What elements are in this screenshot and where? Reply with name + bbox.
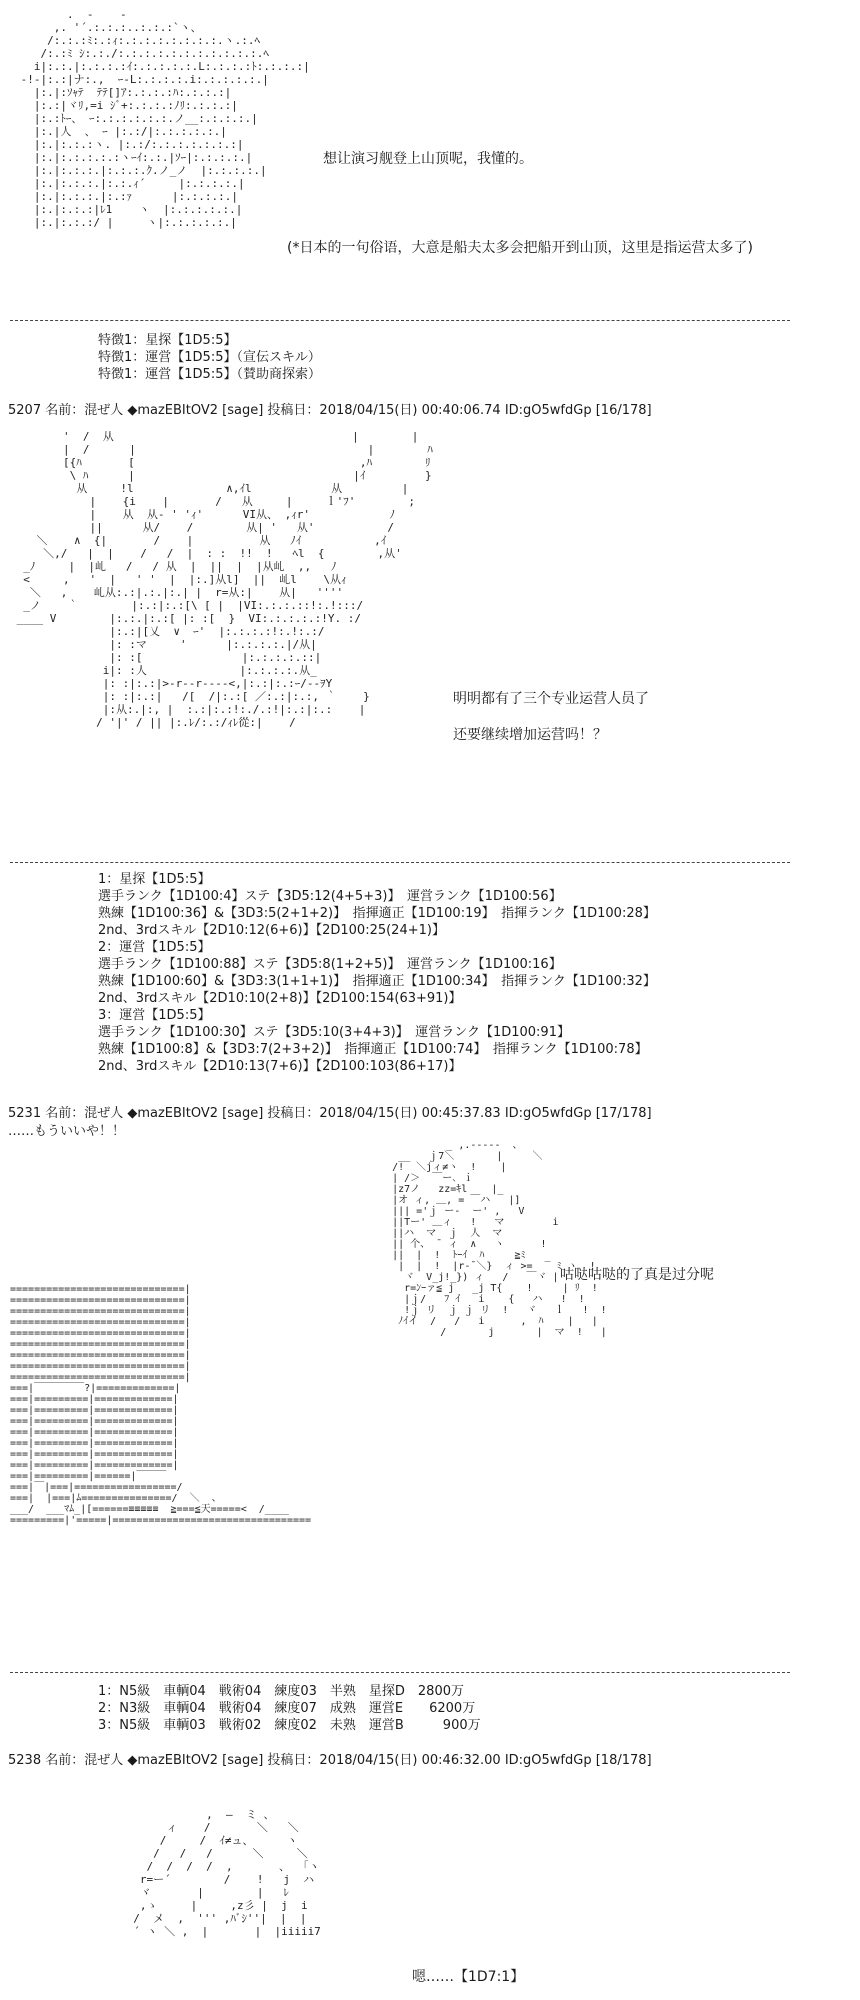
caption-line: 咕哒咕哒的了真是过分呢 [560,1267,714,1283]
stat-line: 2nd、3rdスキル【2D10:10(2+8)】【2D100:154(63+91)】 [98,991,462,1006]
post-header: 5238 名前：混ぜ人 ◆mazEBItOV2 [sage] 投稿日：2018/04/15(日) 00:46:32.00 ID:gO5wfdGp [18/178] [8,1753,652,1768]
post-header: 5207 名前：混ぜ人 ◆mazEBItOV2 [sage] 投稿日：2018/04/15(日) 00:40:06.74 ID:gO5wfdGp [16/178] [8,403,652,418]
caption-line: 还要继续增加运营吗！？ [453,727,607,743]
stat-line: 2nd、3rdスキル【2D10:13(7+6)】【2D100:103(86+17)】 [98,1059,462,1074]
separator [10,1672,790,1673]
stat-line: 選手ランク【1D100:4】ステ【3D5:12(4+5+3)】 運営ランク【1D100:56】 [98,889,562,904]
ascii-art-characters-2: ' / 从 | | | / | | ﾊ [{ﾊ [ ,ﾊ ﾘ \ ﾊ | |ｲ } 从 !l ∧,ｲl 从 | | {i | / 从 | ｌ'ﾌ' ; | 从 从- ' 'ｨ' VI从、 ,ｨr' ﾉ || 从/ / 从| ' 从' / ＼ ∧ {| / | 从 ﾉｲ ,ｲ ＼,/ | | / / | : : !! ! ﾍl { ,从' _ﾉ | |乢 / / 从 | || | |从乢 ,, ﾉ < , ' | ' ' | |:.]从l] || 乢l \从ｨ ＼ , 乢从:.:|.:.|:.| | r=从:| 从| '''' _ノ ｀ |:.:|:.:[\ [ | |VI:.:.:.::!:.!:::/ ____ V |:.:.|:.:[ |: :[ } VI:.:.:.:.:!Y. :/ |:.:|[乂 ∨ ｰ' |:.:.:.:!:.!:.:/ |: :マ ' |:.:.:.:.|/从| |: :[ |:.:.:.:.::| i|: :人 |:.:.:.:.从_ |: :|:.:|>-r--r----<,|:.:|:.:ｰ/--ｦY |: :|:.:| /[ /|:.:[ ／:.:|:.:, ｀ } |:从:.|:, | :.:|:.:!:./.:!|:.:|:.: | / '|' / || |:.ﾚ/:.:/ｨﾚ從:| / [16,430,433,729]
ascii-art-scene-3: =============================| =============================| =============================| =============================| =============================| =============================| =============================| =============================| =============================| ===|￣￣￣￣￣?|=============| ===|=========|=============| ===|=========|=============| ===|=========|=============| ===|=========|=============| ===|=========|=============| ===|=========|=============| ===|=========|=============| ===|=========|======|￣￣￣ ===|￣|===|=================/ ===| |===|ﾑ===============/ ＼ 、 ___/ ___ﾏﾑ_|[======≡≡≡≡≡ ≧===≦天=====< /____ =========|'=====|================================= [10,1284,312,1526]
stat-line: 選手ランク【1D100:30】ステ【3D5:10(3+4+3)】 運営ランク【1D100:91】 [98,1025,570,1040]
stat-line: 熟練【1D100:60】&【3D3:3(1+1+1)】 指揮適正【1D100:34】 指揮ランク【1D100:32】 [98,974,656,989]
translator-note: (*日本的一句俗语，大意是船夫太多会把船开到山顶，这里是指运营太多了) [287,240,753,256]
ascii-art-character-4: , ― ミ 、 ィ / ＼ ＼ / / ｲ≠ュ、 ヽ / / / ＼ ＼ / / / / , 、 ｢ヽ r=ー´ / ! j ハ ヾ | | ﾚ ,ゝ | ,z彡 | j i / メ , ''' ,ﾊﾞｼ''| | | ´ ヽ ＼ , | | |iiiii7 [133,1808,321,1938]
trait-line: 特徴1：星探【1D5:5】 [98,333,237,348]
post-line: ……もういいや！！ [8,1124,126,1139]
summary-line: 2：N3級 車輌04 戦術04 練度07 成熟 運営E 6200万 [98,1701,476,1716]
stat-line: 熟練【1D100:8】&【3D3:7(2+3+2)】 指揮適正【1D100:74】 指揮ランク【1D100:78】 [98,1042,648,1057]
caption-line: 明明都有了三个专业运营人员了 [453,691,649,707]
post-header: 5231 名前：混ぜ人 ◆mazEBItOV2 [sage] 投稿日：2018/04/15(日) 00:45:37.83 ID:gO5wfdGp [17/178] [8,1106,652,1121]
stat-line: 選手ランク【1D100:88】ステ【3D5:8(1+2+5)】 運営ランク【1D100:16】 [98,957,562,972]
separator [10,320,790,321]
summary-line: 1：N5級 車輌04 戦術04 練度03 半熟 星探D 2800万 [98,1684,464,1699]
separator [10,862,790,863]
ascii-art-character-1: . - - ,. '´.:.:.:..:.:.:`ヽ、 /:.:.:ﾐ:.:ｨ:.:.:.:.:.:.:.:.ヽ.:.ﾍ /:.:ﾐ ｼ:.:./:.:.:.:.:.:.:.:.:.:.:.ﾍ i|:.:.|:.:.:.:ｲ:.:.:.:.:.L:.:.:.:ﾄ:.:.:.:| -!-|:.:|ナ:., ｰ-L:.:.:.:.i:.:.:.:.:.| |:.|:ｿｬﾃ ﾃﾃ[]ｱ:.:.:.:ﾊ:.:.:.:| |:.:|ヾﾘ,=i ｼﾞ+:.:.:.:ﾉﾘ:.:.:.:| |:.:ﾄｰ、 ｰ:.:.:.:.:.:.ノ__:.:.:.:.| |:.|人 、 ｰ |:.:/|:.:.:.:.:.| |:.|:.:.:ヽ. |:.:/:.:.:.:.:.:.:| |:.|:.:.:.:.:ヽｰｲ:.:.|ｿｰ|:.:.:.:.| |:.|:.:.:.|:.:.:.ｸ.ノ_ノ |:.:.:.:.| |:.|:.:.:.|:.:.ｨ´ |:.:.:.:.| |:.|:.:.:.|:.:ｧ |:.:.:.:.| |:.|:.:.:|ﾚ1 ヽ |:.:.:.:.:.| |:.|:.:.:/ | ヽ|:.:.:.:.:.| [20,8,310,229]
caption-line: 想让演习舰登上山顶呢，我懂的。 [323,151,533,167]
ascii-art-character-3: _ ,.-‐‐‐‐ 、 __ ｊ7＼ | ＼ /! ＼jィ≠ヽ ! | | /＞ ￣ー､ ｉ |z7ノ zz=ｷl |_ |オ ィ, ＿, = ￣ハ |] ||| ='ｊ ー‐ ー' , V ||Tー' ＿ィ ! マ i ||ハ マ ｊ 人 マ || 个、 ¯ ィ ∧ ヽ ! || | ! ﾄｰｲ ﾊ ≧ﾐ | | ! |r‐¯＼} ィ >= ‾ ﾐ ヽ ! ヾ V_j!_}) ィ / ￣ヾ | r=ﾝｰァ≦ j _j T{ ! | ﾘ ! |ｊ/ ﾌ ｲ i { ハ ! ! !ｊ リ ｊ ｊ リ ! ヾ ｌ ! ! ﾉｲイ / / i , ﾊ | | / j | マ ! | [392,1140,607,1338]
stat-line: 2nd、3rdスキル【2D10:12(6+6)】【2D100:25(24+1)】 [98,923,445,938]
summary-line: 3：N5級 車輌03 戦術02 練度02 未熟 運営B 900万 [98,1718,481,1733]
stat-line: 2：運営【1D5:5】 [98,940,211,955]
stat-line: 熟練【1D100:36】&【3D3:5(2+1+2)】 指揮適正【1D100:19】 指揮ランク【1D100:28】 [98,906,656,921]
trait-line: 特徴1：運営【1D5:5】（賛助商探索） [98,367,321,382]
caption-line: 嗯……【1D7:1】 [412,1969,525,1985]
stat-line: 3：運営【1D5:5】 [98,1008,211,1023]
trait-line: 特徴1：運営【1D5:5】（宣伝スキル） [98,350,321,365]
stat-line: 1：星探【1D5:5】 [98,872,211,887]
